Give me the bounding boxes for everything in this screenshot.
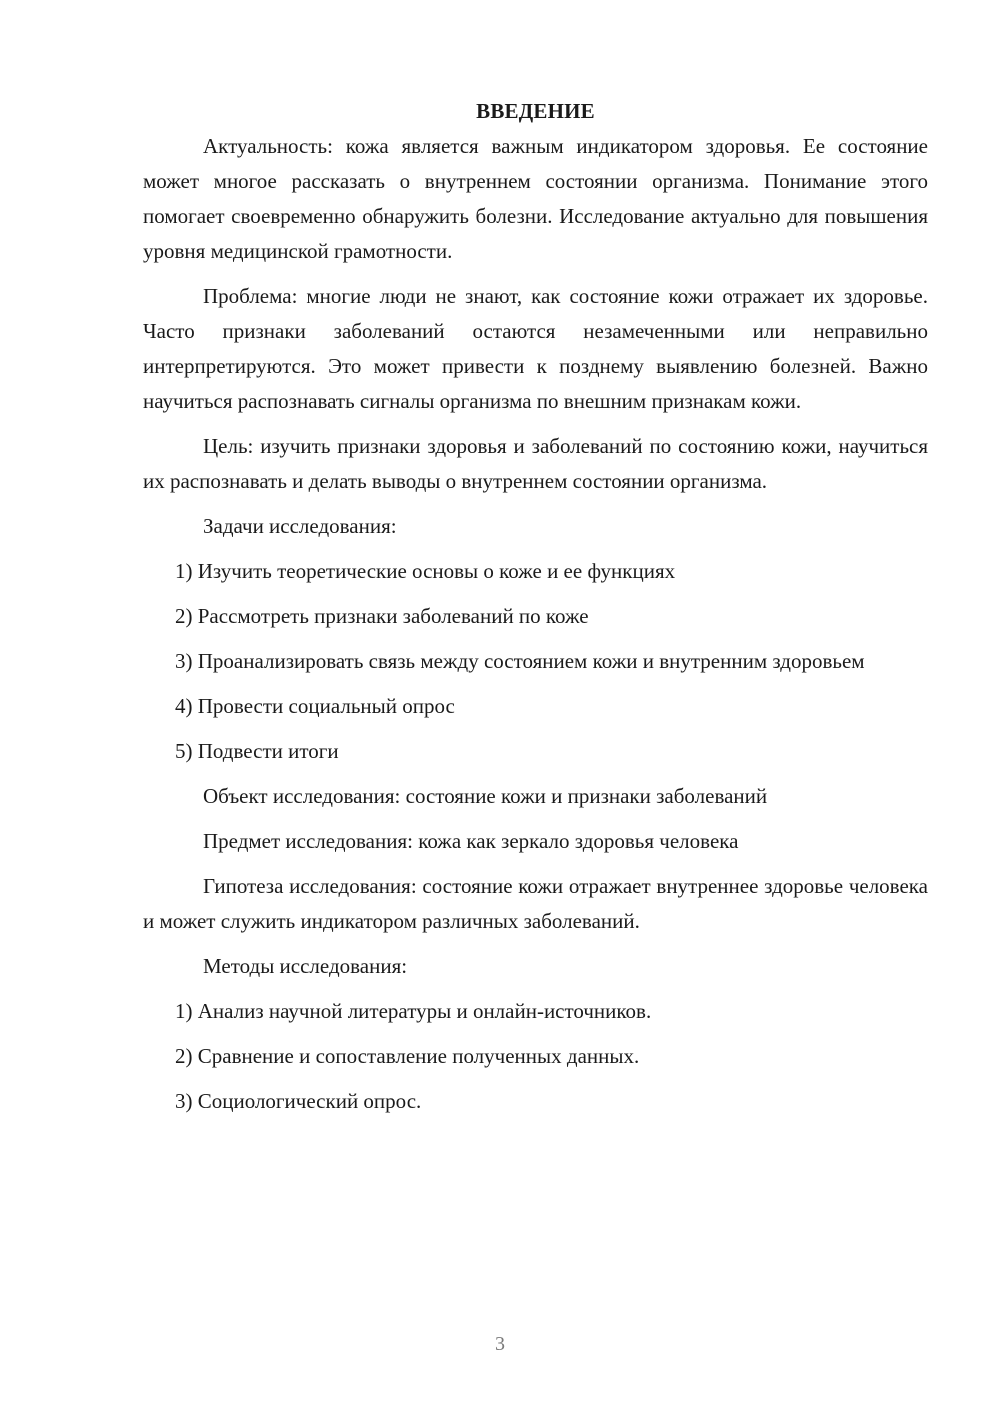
methods-heading: Методы исследования: — [203, 954, 408, 978]
goal-paragraph: Цель: изучить признаки здоровья и заболеваний по состоянию кожи, научиться их распознавать и делать выводы о внутреннем состоянии организма. — [143, 434, 928, 493]
problem-paragraph: Проблема: многие люди не знают, как состояние кожи отражает их здоровье. Часто признаки заболеваний остаются незамеченными или неправильно интерпретируются. Это может привести к позднему выявлению болезней. Важно научиться распознавать сигналы организма по внешним признакам кожи. — [143, 284, 928, 413]
hypothesis-paragraph: Гипотеза исследования: состояние кожи отражает внутреннее здоровье человека и может служить индикатором различных заболеваний. — [143, 874, 928, 933]
method-item-3: 3) Социологический опрос. — [175, 1089, 422, 1113]
method-item-1: 1) Анализ научной литературы и онлайн-источников. — [175, 999, 652, 1023]
method-item-2: 2) Сравнение и сопоставление полученных данных. — [175, 1044, 640, 1068]
task-item-2: 2) Рассмотреть признаки заболеваний по коже — [175, 604, 589, 628]
tasks-heading: Задачи исследования: — [203, 514, 397, 538]
subject-paragraph: Предмет исследования: кожа как зеркало здоровья человека — [203, 829, 739, 853]
task-item-3: 3) Проанализировать связь между состоянием кожи и внутренним здоровьем — [175, 649, 865, 673]
task-item-5: 5) Подвести итоги — [175, 739, 339, 763]
document-page — [143, 96, 928, 1119]
page-number: 3 — [495, 1333, 505, 1355]
section-title: ВВЕДЕНИЕ — [476, 99, 595, 123]
task-item-4: 4) Провести социальный опрос — [175, 694, 455, 718]
object-paragraph: Объект исследования: состояние кожи и признаки заболеваний — [203, 784, 768, 808]
relevance-paragraph: Актуальность: кожа является важным индикатором здоровья. Ее состояние может многое рассказать о внутреннем состоянии организма. Понимание этого помогает своевременно обнаружить болезни. Исследование актуально для повышения уровня медицинской грамотности. — [143, 134, 928, 263]
task-item-1: 1) Изучить теоретические основы о коже и ее функциях — [175, 559, 676, 583]
